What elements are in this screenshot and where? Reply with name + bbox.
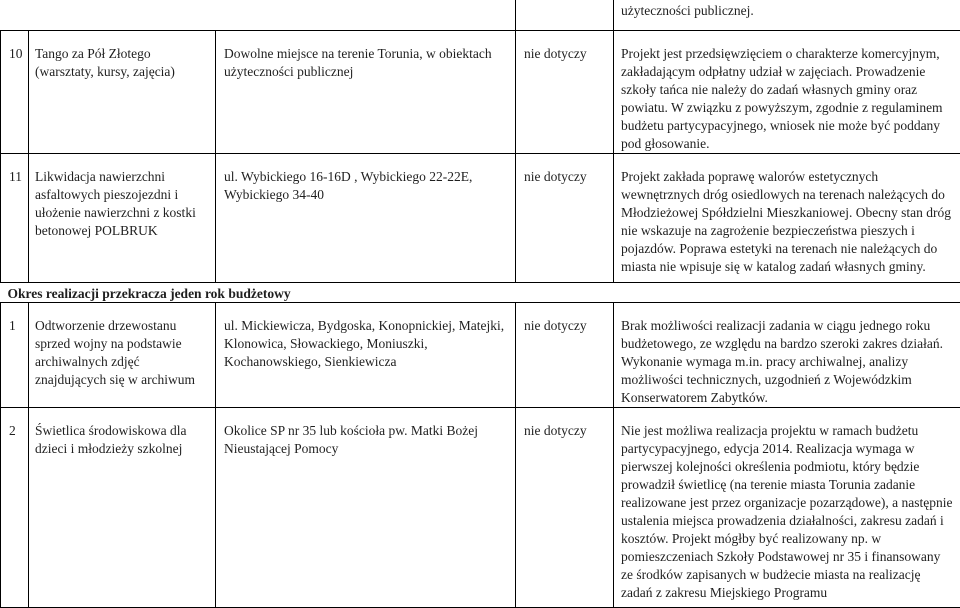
row-number: 11 <box>1 153 29 282</box>
project-status: nie dotyczy <box>516 408 614 608</box>
project-name: Świetlica środowiskowa dla dzieci i młodzieży szkolnej <box>29 408 216 608</box>
project-status: nie dotyczy <box>516 153 614 282</box>
project-location: ul. Wybickiego 16-16D , Wybickiego 22-22E, Wybickiego 34-40 <box>216 153 516 282</box>
row-number: 2 <box>1 408 29 608</box>
table-row <box>1 271 960 303</box>
project-name: Odtworzenie drzewostanu sprzed wojny na podstawie archiwalnych zdjęć znajdujących się w archiwum <box>29 303 216 408</box>
table-row <box>1 408 960 608</box>
project-justification: Projekt jest przedsięwzięciem o charakterze komercyjnym, zakładającym odpłatny udział w zajęciach. Prowadzenie szkoły tańca nie należy do zadań własnych gminy oraz powiatu. W związku z powyższym, zgodnie z regulaminem budżetu partycypacyjnego, wniosek nie może być poddany pod głosowanie. <box>614 30 960 153</box>
row-number: 10 <box>1 30 29 153</box>
table-row <box>1 30 960 153</box>
project-justification: Nie jest możliwa realizacja projektu w ramach budżetu partycypacyjnego, edycja 2014. Realizacja wymaga w pierwszej kolejności określenia podmiotu, który będzie prowadził świetlicę (na terenie miasta Torunia zadanie realizowane jest przez organizacje pozarządowe), a następnie ustalenia miejsca prowadzenia działalności, zakresu zadań i kosztów. Projekt mógłby być realizowany np. w pomieszczeniach Szkoły Podstawowej nr 35 i finansowany ze środków zapisanych w budżecie miasta na realizację zadań z zakresu Miejskiego Programu <box>614 408 960 608</box>
project-status: nie dotyczy <box>516 30 614 153</box>
project-location: ul. Mickiewicza, Bydgoska, Konopnickiej, Matejki, Klonowica, Słowackiego, Moniuszki, Kochanowskiego, Sienkiewicza <box>216 303 516 408</box>
project-name: Tango za Pół Złotego (warsztaty, kursy, zajęcia) <box>29 30 216 153</box>
table-row <box>1 303 960 408</box>
table-row <box>1 0 960 30</box>
table-row <box>1 153 960 282</box>
project-status: nie dotyczy <box>516 303 614 408</box>
project-justification: Projekt zakłada poprawę walorów estetycznych wewnętrznych dróg osiedlowych na terenach należących do Młodzieżowej Spółdzielni Mieszkaniowej. Obecny stan dróg nie wskazuje na zagrożenie bezpieczeństwa pieszych i pojazdów. Poprawa estetyki na terenach nie należących do miasta nie wpisuje się w katalog zadań własnych gminy. <box>614 153 960 282</box>
project-name: Likwidacja nawierzchni asfaltowych pieszojezdni i ułożenie nawierzchni z kostki betonowej POLBRUK <box>29 153 216 282</box>
project-justification: Brak możliwości realizacji zadania w ciągu jednego roku budżetowego, ze względu na bardzo szeroki zakres działań. Wykonanie wymaga m.in. pracy archiwalnej, analizy możliwości technicznych, uzgodnień z Wojewódzkim Konserwatorem Zabytków. <box>614 303 960 408</box>
section-heading: Okres realizacji przekracza jeden rok budżetowy <box>1 271 960 303</box>
row-number: 1 <box>1 303 29 408</box>
table-lower <box>0 271 960 608</box>
project-location: Okolice SP nr 35 lub kościoła pw. Matki Bożej Nieustającej Pomocy <box>216 408 516 608</box>
project-location: Dowolne miejsce na terenie Torunia, w obiektach użyteczności publicznej <box>216 30 516 153</box>
justification-continuation: użyteczności publicznej. <box>614 0 960 30</box>
table-upper <box>0 0 960 283</box>
